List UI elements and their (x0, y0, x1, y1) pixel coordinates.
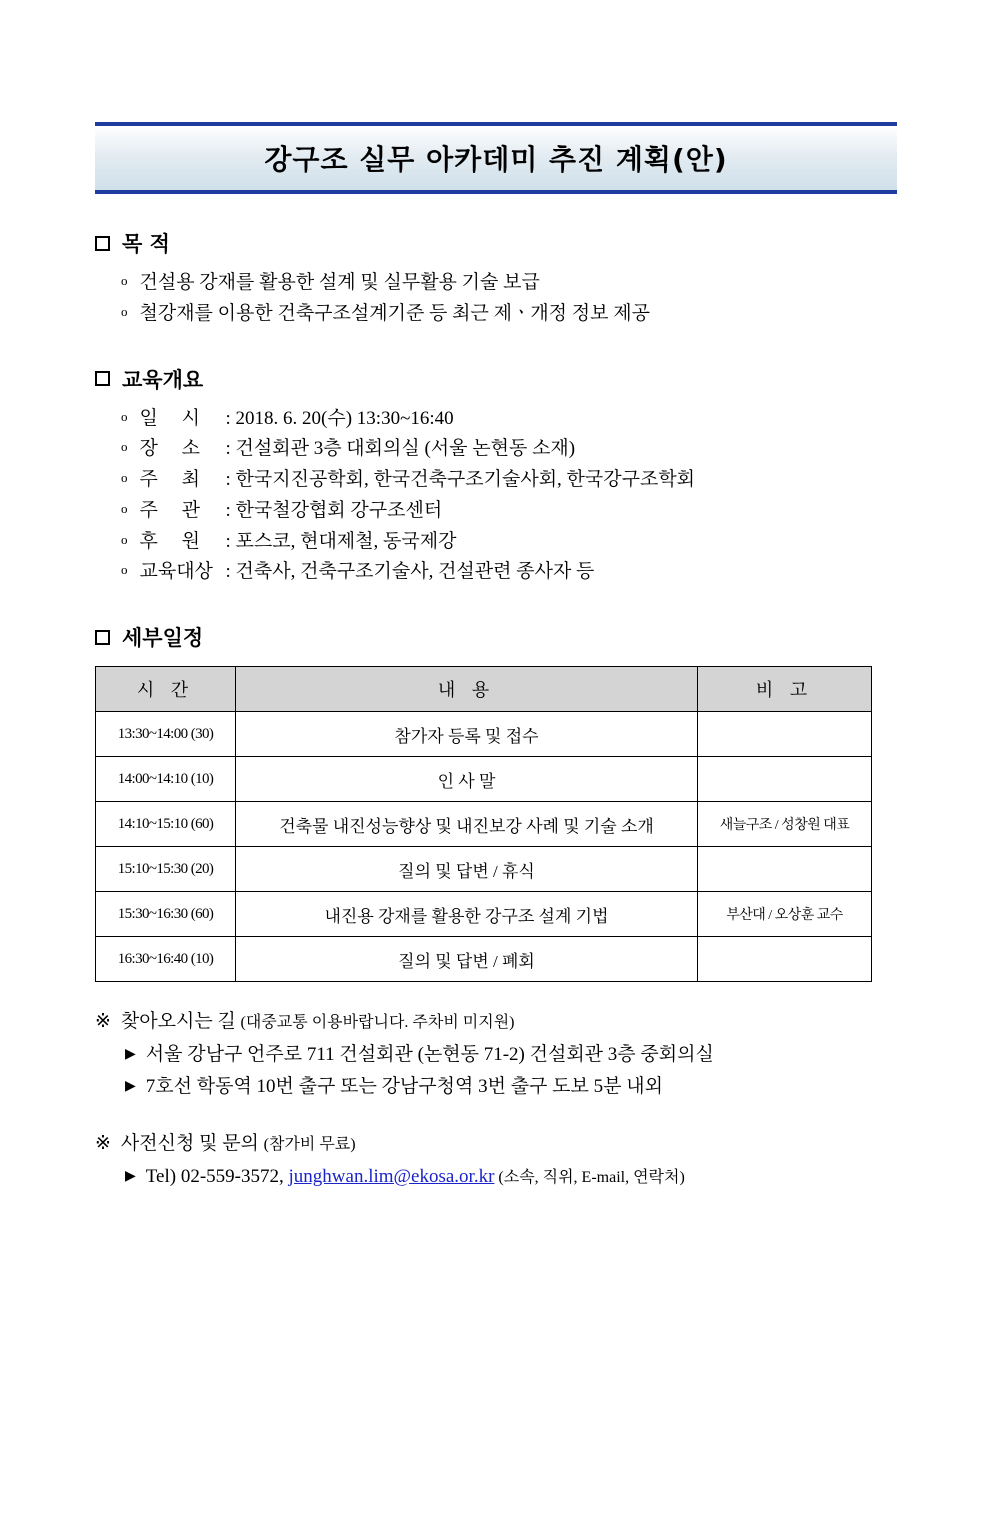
circle-bullet-icon: o (121, 273, 128, 288)
cell-note (698, 937, 872, 982)
table-row (96, 892, 872, 937)
column-header-content: 내 용 (236, 667, 698, 712)
circle-bullet-icon: o (121, 562, 128, 578)
column-header-note: 비 고 (698, 667, 872, 712)
cell-content: 내진용 강재를 활용한 강구조 설계 기법 (236, 892, 698, 937)
cell-note (698, 757, 872, 802)
cell-time: 14:10~15:10 (60) (96, 802, 236, 847)
schedule-table (95, 666, 872, 982)
directions-subnote: (대중교통 이용바랍니다. 주차비 미지원) (240, 1014, 515, 1032)
cell-content: 질의 및 답변 / 폐회 (236, 937, 698, 982)
list-item (121, 268, 897, 299)
circle-bullet-icon: o (121, 500, 128, 516)
overview-label: 장 소 (139, 438, 200, 460)
document-page (0, 122, 992, 1525)
table-row (96, 937, 872, 982)
table-row (96, 847, 872, 892)
purpose-item-text: 철강재를 이용한 건축구조설계기준 등 최근 제ㆍ개정 정보 제공 (139, 302, 650, 324)
section-directions (95, 1006, 897, 1104)
section-purpose (95, 228, 897, 330)
contact-suffix: (소속, 직위, E-mail, 연락처) (494, 1168, 685, 1186)
overview-separator: : (225, 530, 236, 552)
circle-bullet-icon: o (121, 470, 128, 486)
section-schedule-title: 세부일정 (122, 626, 204, 651)
list-item (121, 496, 897, 527)
overview-separator: : (225, 499, 236, 521)
directions-title: 찾아오시는 길 (120, 1011, 236, 1033)
overview-separator: : (225, 407, 236, 429)
overview-label: 교육대상 (139, 561, 213, 583)
cell-time: 15:10~15:30 (20) (96, 847, 236, 892)
checkbox-icon (95, 236, 110, 251)
list-item (121, 404, 897, 435)
overview-label: 일 시 (139, 407, 200, 429)
checkbox-icon (95, 630, 110, 645)
cell-time: 15:30~16:30 (60) (96, 892, 236, 937)
section-contact (95, 1128, 897, 1193)
contact-subnote: (참가비 무료) (263, 1135, 356, 1153)
reference-mark-icon: ※ (95, 1011, 111, 1033)
section-purpose-heading (95, 228, 897, 258)
cell-note (698, 847, 872, 892)
contact-list (95, 1161, 897, 1193)
cell-time: 16:30~16:40 (10) (96, 937, 236, 982)
overview-list (95, 404, 897, 589)
triangle-bullet-icon: ▶ (125, 1079, 136, 1095)
document-title-banner (95, 122, 897, 194)
cell-note: 부산대 / 오상훈 교수 (698, 892, 872, 937)
circle-bullet-icon: o (121, 439, 128, 455)
purpose-item-text: 건설용 강재를 활용한 설계 및 실무활용 기술 보급 (139, 272, 540, 293)
cell-content: 인 사 말 (236, 757, 698, 802)
triangle-bullet-icon: ▶ (125, 1168, 136, 1184)
contact-title: 사전신청 및 문의 (120, 1132, 259, 1154)
table-row (96, 712, 872, 757)
contact-tel: Tel) 02-559-3572, (145, 1165, 289, 1187)
column-header-time: 시 간 (96, 667, 236, 712)
overview-value: 건축사, 건축구조기술사, 건설관련 종사자 등 (235, 561, 595, 583)
list-item (121, 299, 897, 330)
overview-label: 후 원 (139, 530, 200, 552)
directions-heading (95, 1006, 897, 1033)
page-title: 강구조 실무 아카데미 추진 계획(안) (264, 143, 728, 176)
section-overview-title: 교육개요 (122, 367, 204, 392)
directions-item-text: 서울 강남구 언주로 711 건설회관 (논현동 71-2) 건설회관 3층 중회의실 (145, 1044, 714, 1066)
list-item (121, 465, 897, 496)
cell-time: 13:30~14:00 (30) (96, 712, 236, 757)
section-overview (95, 364, 897, 589)
list-item (121, 557, 897, 588)
list-item (121, 434, 897, 465)
triangle-bullet-icon: ▶ (125, 1047, 136, 1063)
circle-bullet-icon: o (121, 408, 128, 424)
directions-item-text: 7호선 학동역 10번 출구 또는 강남구청역 3번 출구 도보 5분 내외 (145, 1076, 663, 1098)
cell-note: 새늘구조 / 성창원 대표 (698, 802, 872, 847)
overview-label: 주 최 (139, 469, 200, 491)
circle-bullet-icon: o (121, 303, 128, 319)
contact-email-link[interactable]: junghwan.lim@ekosa.or.kr (288, 1165, 495, 1187)
overview-separator: : (225, 561, 236, 583)
cell-time: 14:00~14:10 (10) (96, 757, 236, 802)
section-schedule (95, 622, 897, 982)
directions-list (95, 1039, 897, 1104)
checkbox-icon (95, 371, 110, 386)
purpose-list (95, 268, 897, 330)
overview-value: 포스코, 현대제철, 동국제강 (235, 530, 457, 552)
cell-note (698, 712, 872, 757)
overview-value: 한국지진공학회, 한국건축구조기술사회, 한국강구조학회 (235, 469, 696, 491)
list-item (125, 1039, 897, 1071)
table-header-row (96, 667, 872, 712)
cell-content: 참가자 등록 및 접수 (236, 712, 698, 757)
document-body (95, 228, 897, 1193)
overview-separator: : (225, 469, 236, 491)
overview-value: 건설회관 3층 대회의실 (서울 논현동 소재) (235, 438, 576, 460)
table-row (96, 802, 872, 847)
overview-label: 주 관 (139, 499, 200, 521)
overview-value: 한국철강협회 강구조센터 (235, 499, 443, 521)
list-item (125, 1161, 897, 1193)
overview-value: 2018. 6. 20(수) 13:30~16:40 (235, 407, 454, 429)
section-overview-heading (95, 364, 897, 394)
table-row (96, 757, 872, 802)
list-item (121, 527, 897, 558)
reference-mark-icon: ※ (95, 1132, 111, 1154)
cell-content: 건축물 내진성능향상 및 내진보강 사례 및 기술 소개 (236, 802, 698, 847)
contact-heading (95, 1128, 897, 1155)
cell-content: 질의 및 답변 / 휴식 (236, 847, 698, 892)
overview-separator: : (225, 438, 236, 460)
section-purpose-title: 목 적 (122, 232, 170, 256)
circle-bullet-icon: o (121, 531, 128, 547)
section-schedule-heading (95, 622, 897, 652)
list-item (125, 1071, 897, 1103)
